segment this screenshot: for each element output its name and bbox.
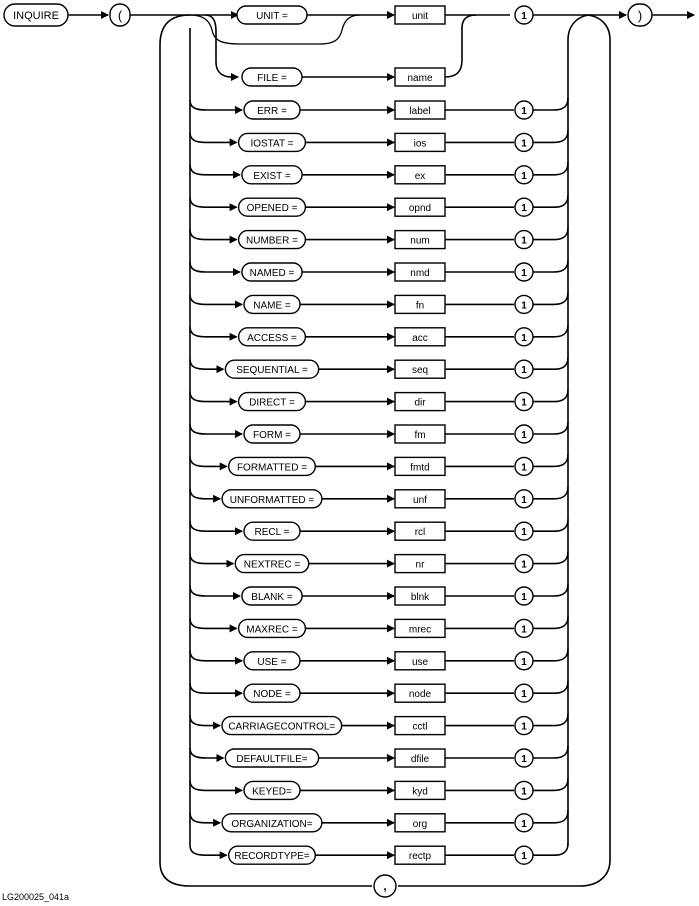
specifier-repeat-marker-3 [515,198,533,216]
specifier-keyword-15 [242,587,302,605]
figure-id: LG200025_041a [2,892,70,902]
specifier-value-13-label: rcl [414,527,426,539]
specifier-repeat-marker-23 [515,846,533,864]
unit-keyword [237,6,307,24]
open-paren-terminal [110,4,130,26]
unit-value-label: unit [411,11,429,22]
specifier-repeat-marker-2 [515,166,533,184]
specifier-keyword-17-label: USE = [257,656,287,668]
separator-terminal [374,875,396,897]
specifier-repeat-marker-5-label: 1 [521,268,527,279]
specifier-keyword-4 [239,231,306,249]
specifier-keyword-1-label: IOSTAT = [250,138,294,150]
specifier-value-8 [395,360,445,378]
specifier-repeat-marker-12 [515,490,533,508]
specifier-value-13 [395,522,445,540]
specifier-repeat-marker-6-label: 1 [521,300,527,312]
specifier-keyword-2-label: EXIST = [253,170,291,182]
specifier-keyword-4-label: NUMBER = [246,235,298,247]
specifier-value-18 [395,684,445,702]
specifier-keyword-19-label: CARRIAGECONTROL= [228,721,336,733]
specifier-value-10-label: fm [414,430,426,441]
specifier-keyword-10-label: FORM = [252,430,292,441]
unit-repeat-marker-label: 1 [521,11,527,22]
specifier-value-2-label: ex [414,170,426,182]
specifier-value-1-label: ios [413,138,427,150]
specifier-repeat-marker-11-label: 1 [521,462,527,474]
specifier-value-3 [395,198,445,216]
specifier-repeat-marker-21-label: 1 [521,786,527,798]
specifier-keyword-21 [244,781,300,799]
specifier-value-7 [395,328,445,346]
separator-comma: , [383,879,387,893]
specifier-keyword-18-label: NODE = [253,689,291,701]
specifier-keyword-10 [244,425,300,443]
specifier-keyword-6-label: NAME = [253,300,291,312]
specifier-value-22 [395,814,445,832]
statement-keyword: INQUIRE [13,10,59,22]
specifier-keyword-22-label: ORGANIZATION= [231,818,313,830]
open-paren: ( [117,8,123,23]
specifier-repeat-marker-13 [515,522,533,540]
specifier-repeat-marker-16 [515,619,533,637]
specifier-value-7-label: acc [412,332,428,344]
specifier-keyword-7-label: ACCESS = [247,332,297,344]
specifier-value-20 [395,749,445,767]
specifier-repeat-marker-15-label: 1 [521,592,527,603]
specifier-keyword-15-label: BLANK = [251,592,293,603]
specifier-keyword-20 [225,749,318,767]
specifier-keyword-23-label: RECORDTYPE= [234,851,310,863]
specifier-repeat-marker-12-label: 1 [521,494,527,506]
specifier-repeat-marker-17 [515,652,533,670]
specifier-value-0 [395,101,445,119]
specifier-keyword-2 [242,166,302,184]
specifier-keyword-1 [239,133,306,151]
specifier-value-14-label: nr [415,559,425,571]
specifier-repeat-marker-2-label: 1 [521,170,527,182]
specifier-repeat-marker-0-label: 1 [521,106,527,117]
specifier-value-16 [395,619,445,637]
specifier-value-17 [395,652,445,670]
specifier-value-5-label: nmd [410,268,430,279]
specifier-repeat-marker-11 [515,457,533,475]
specifier-keyword-5-label: NAMED = [249,268,295,279]
unit-group [130,6,626,86]
unit-repeat-marker [515,6,533,24]
specifier-keyword-11-label: FORMATTED = [236,462,308,474]
specifier-repeat-marker-14-label: 1 [521,559,527,571]
specifier-value-19 [395,717,445,735]
specifier-value-6 [395,295,445,313]
specifier-repeat-marker-15 [515,587,533,605]
specifier-repeat-marker-5 [515,263,533,281]
specifier-keyword-14-label: NEXTREC = [243,559,301,571]
specifier-keyword-0 [244,101,300,119]
specifier-value-23 [395,846,445,864]
specifier-repeat-marker-20-label: 1 [521,754,527,765]
specifier-value-5 [395,263,445,281]
specifier-repeat-marker-22 [515,814,533,832]
specifier-repeat-marker-4 [515,231,533,249]
close-paren: ) [637,8,643,23]
specifier-keyword-23 [229,846,316,864]
specifier-value-12 [395,490,445,508]
specifier-repeat-marker-8-label: 1 [521,365,527,377]
specifier-value-1 [395,133,445,151]
specifier-repeat-marker-18 [515,684,533,702]
specifier-repeat-marker-7 [515,328,533,346]
specifier-value-10 [395,425,445,443]
specifier-keyword-16 [239,619,306,637]
specifier-repeat-marker-14 [515,555,533,573]
statement-terminal [4,4,68,26]
specifier-repeat-marker-17-label: 1 [521,656,527,668]
specifier-value-15 [395,587,445,605]
specifier-value-6-label: fn [415,300,425,312]
specifier-repeat-marker-4-label: 1 [521,235,527,247]
specifier-keyword-0-label: ERR = [257,106,287,117]
specifier-repeat-marker-19-label: 1 [521,721,527,733]
specifier-keyword-12-label: UNFORMATTED = [229,494,315,506]
specifier-keyword-18 [244,684,300,702]
specifier-repeat-marker-9 [515,393,533,411]
specifier-value-0-label: label [409,106,431,117]
specifier-value-11 [395,457,445,475]
specifier-value-17-label: use [411,656,429,668]
specifier-repeat-marker-8 [515,360,533,378]
specifier-repeat-marker-9-label: 1 [521,397,527,409]
specifier-value-21-label: kyd [412,786,428,798]
specifier-value-15-label: blnk [410,592,430,603]
specifier-repeat-marker-3-label: 1 [521,203,527,215]
specifier-repeat-marker-1-label: 1 [521,138,527,150]
specifier-value-19-label: cctl [412,721,428,733]
specifier-value-16-label: mrec [408,624,432,636]
specifier-keyword-3 [239,198,306,216]
specifier-keyword-8 [225,360,318,378]
specifier-repeat-marker-21 [515,781,533,799]
specifier-repeat-marker-19 [515,717,533,735]
file-value [395,68,445,86]
specifier-keyword-21-label: KEYED= [252,786,292,798]
specifier-value-3-label: opnd [408,203,432,215]
specifier-value-4-label: num [410,235,430,247]
specifier-keyword-14 [235,555,308,573]
specifier-keyword-17 [244,652,300,670]
specifier-keyword-19 [222,717,342,735]
specifier-keyword-9-label: DIRECT = [249,397,295,409]
specifier-repeat-marker-1 [515,133,533,151]
specifier-value-23-label: rectp [408,851,432,863]
specifier-value-2 [395,166,445,184]
specifier-repeat-marker-13-label: 1 [521,527,527,539]
specifier-keyword-5 [242,263,302,281]
specifier-keyword-22 [222,814,322,832]
specifier-value-8-label: seq [411,365,429,377]
specifier-value-21 [395,781,445,799]
specifier-repeat-marker-6 [515,295,533,313]
specifier-value-9-label: dir [414,397,426,409]
specifier-keyword-7 [239,328,306,346]
specifier-keyword-11 [229,457,316,475]
specifier-keyword-8-label: SEQUENTIAL = [236,365,308,377]
specifier-value-11-label: fmtd [410,462,430,474]
specifier-keyword-3-label: OPENED = [246,203,298,215]
file-keyword-label: FILE = [257,73,287,84]
specifier-list [160,15,610,886]
specifier-value-22-label: org [412,818,428,830]
specifier-repeat-marker-10-label: 1 [521,430,527,441]
close-paren-terminal [628,4,652,26]
specifier-repeat-marker-20 [515,749,533,767]
specifier-keyword-16-label: MAXREC = [246,624,298,636]
specifier-repeat-marker-10 [515,425,533,443]
specifier-value-18-label: node [408,689,432,701]
specifier-repeat-marker-0 [515,101,533,119]
specifier-keyword-13-label: RECL = [254,527,290,539]
specifier-value-9 [395,393,445,411]
specifier-value-20-label: dfile [410,754,430,765]
specifier-value-12-label: unf [413,494,427,506]
unit-keyword-label: UNIT = [256,11,288,22]
specifier-keyword-13 [244,522,300,540]
specifier-keyword-20-label: DEFAULTFILE= [236,754,308,765]
specifier-keyword-12 [222,490,322,508]
file-value-label: name [407,73,433,84]
file-keyword [242,68,302,86]
specifier-repeat-marker-22-label: 1 [521,818,527,830]
specifier-repeat-marker-23-label: 1 [521,851,527,863]
specifier-keyword-6 [244,295,300,313]
specifier-repeat-marker-7-label: 1 [521,332,527,344]
specifier-value-14 [395,555,445,573]
unit-value [395,6,445,24]
specifier-repeat-marker-16-label: 1 [521,624,527,636]
specifier-keyword-9 [239,393,306,411]
specifier-repeat-marker-18-label: 1 [521,689,527,701]
specifier-value-4 [395,231,445,249]
